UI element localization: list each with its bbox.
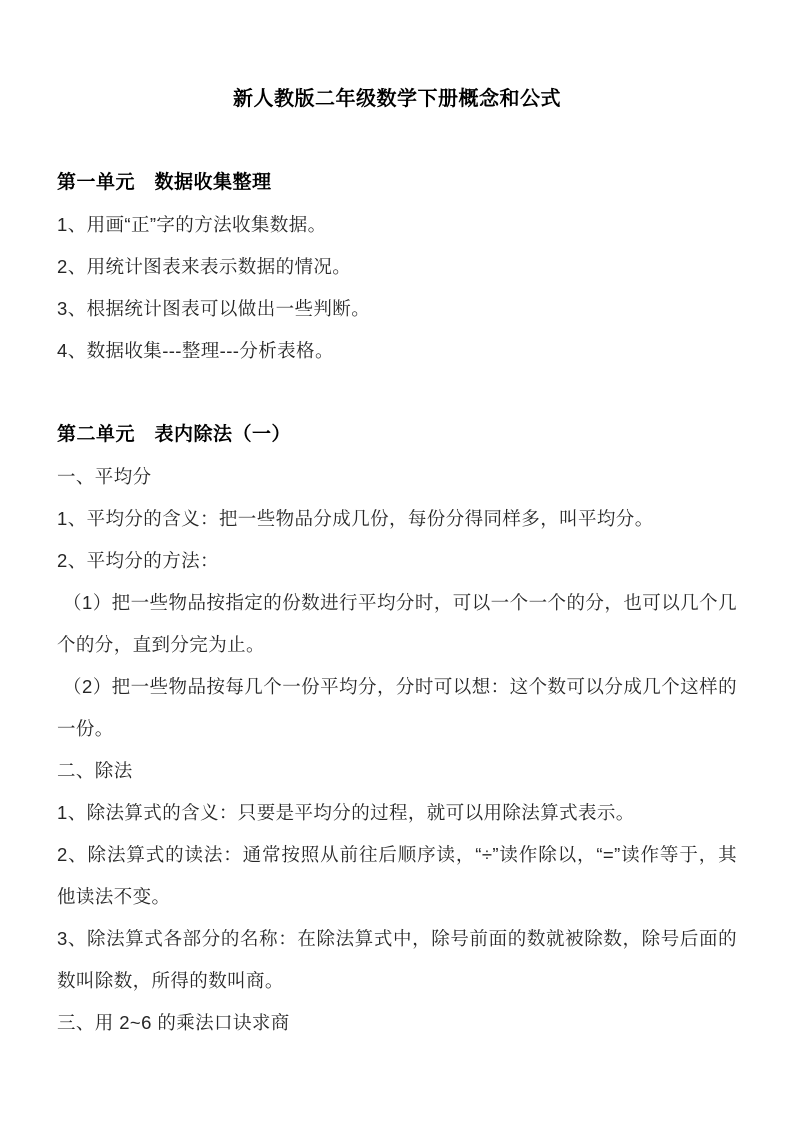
unit2-item-2: 2、平均分的方法： bbox=[57, 550, 219, 571]
unit2-subheading-2: 二、除法 bbox=[57, 760, 133, 781]
unit2-item-2-sub-2: （2）把一些物品按每几个一份平均分，分时可以想：这个数可以分成几个这样的一份。 bbox=[57, 676, 737, 739]
section-unit-2 bbox=[57, 414, 737, 1044]
unit2-subheading-1: 一、平均分 bbox=[57, 466, 152, 487]
section-2-heading: 第二单元 表内除法（一） bbox=[57, 424, 292, 445]
unit2-division-item-2: 2、除法算式的读法：通常按照从前往后顺序读，“÷”读作除以，“=”读作等于，其他读法不变。 bbox=[57, 844, 737, 907]
unit2-division-item-1: 1、除法算式的含义：只要是平均分的过程，就可以用除法算式表示。 bbox=[57, 802, 635, 823]
unit2-item-1: 1、平均分的含义：把一些物品分成几份，每份分得同样多，叫平均分。 bbox=[57, 508, 654, 529]
unit1-item-1: 1、用画“正”字的方法收集数据。 bbox=[57, 214, 327, 235]
unit2-division-item-3: 3、除法算式各部分的名称：在除法算式中，除号前面的数就被除数，除号后面的数叫除数，所得的数叫商。 bbox=[57, 928, 737, 991]
section-1-heading: 第一单元 数据收集整理 bbox=[57, 172, 272, 193]
unit1-item-4: 4、数据收集---整理---分析表格。 bbox=[57, 340, 334, 361]
section-unit-1 bbox=[57, 162, 737, 372]
unit2-subheading-3: 三、用 2~6 的乘法口诀求商 bbox=[57, 1012, 290, 1033]
unit2-item-2-sub-1: （1）把一些物品按指定的份数进行平均分时，可以一个一个的分，也可以几个几个的分，直到分完为止。 bbox=[57, 592, 737, 655]
unit1-item-3: 3、根据统计图表可以做出一些判断。 bbox=[57, 298, 371, 319]
document-title: 新人教版二年级数学下册概念和公式 bbox=[233, 88, 561, 110]
unit1-item-2: 2、用统计图表来表示数据的情况。 bbox=[57, 256, 352, 277]
